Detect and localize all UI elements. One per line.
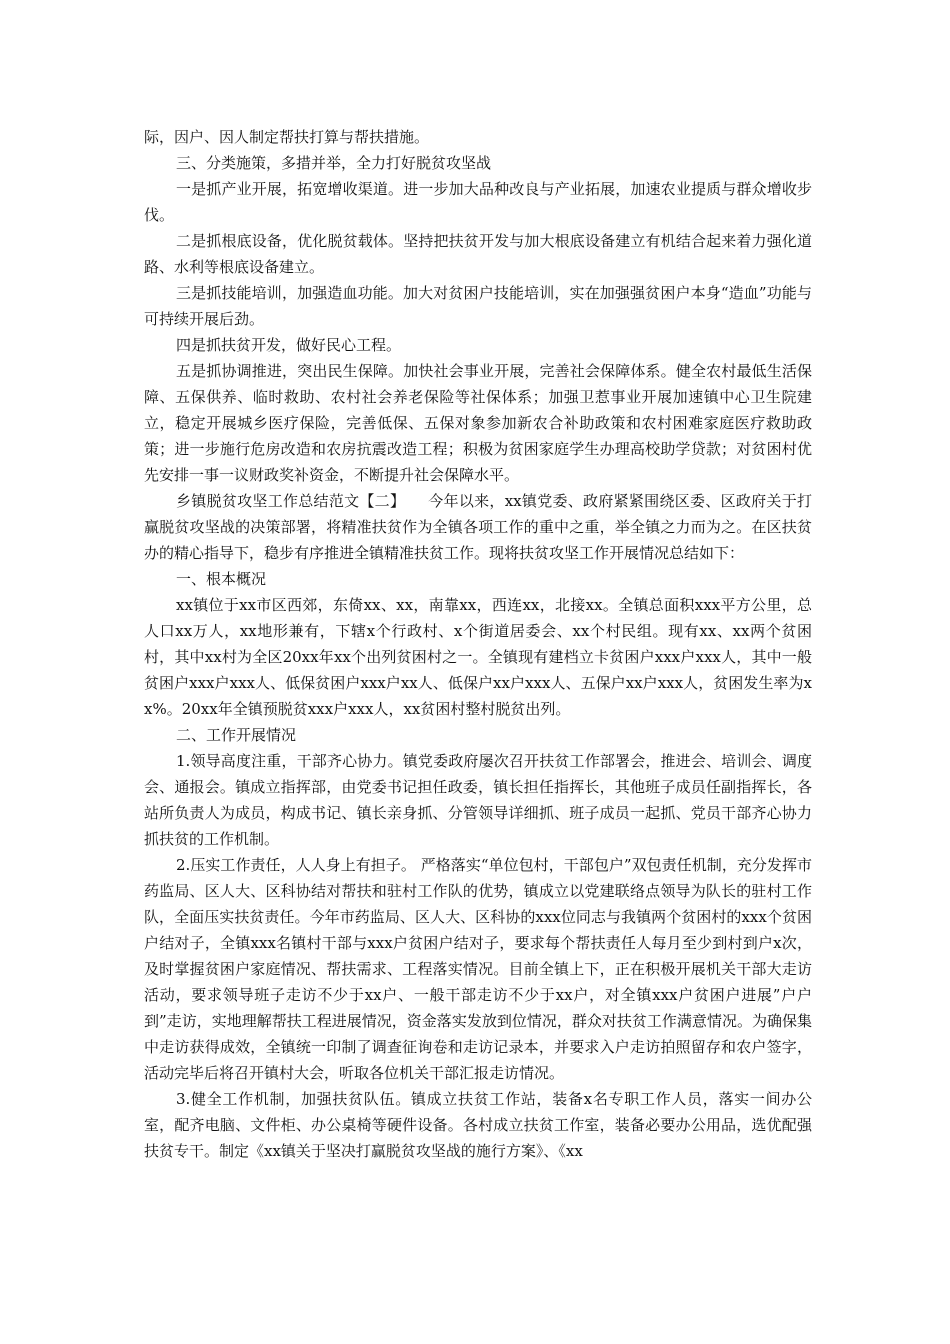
section-heading: 三、分类施策，多措并举，全力打好脱贫攻坚战	[176, 154, 492, 172]
paragraph: 2.压实工作责任，人人身上有担子。 严格落实“单位包村，干部包户”双包责任机制，充分发挥市药监局、区人大、区科协结对帮扶和驻村工作队的优势，镇成立以党建联络点领导为队长的驻村工作队，全面压实扶贫责任。今年市药监局、区人大、区科协的xxx位同志与我镇两个贫困村的xxx个贫困户结对子，全镇xxx名镇村干部与xxx户贫困户结对子，要求每个帮扶责任人每月至少到村到户x次，及时掌握贫困户家庭情况、帮扶需求、工程落实情况。目前全镇上下，正在积极开展机关干部大走访活动，要求领导班子走访不少于xx户、一般干部走访不少于xx户，对全镇xxx户贫困户进展”户户到”走访，实地理解帮扶工程进展情况，资金落实发放到位情况，群众对扶贫工作满意情况。为确保集中走访获得成效，全镇统一印制了调查征询卷和走访记录本，并要求入户走访拍照留存和农户签字，活动完毕后将召开镇村大会，听取各位机关干部汇报走访情况。	[144, 856, 812, 1082]
paragraph: 三是抓技能培训，加强造血功能。加大对贫困户技能培训，实在加强强贫困户本身“造血”功能与可持续开展后劲。	[144, 284, 812, 328]
paragraph: 五是抓协调推进，突出民生保障。加快社会事业开展，完善社会保障体系。健全农村最低生活保障、五保供养、临时救助、农村社会养老保险等社保体系；加强卫惹事业开展加速镇中心卫生院建立，稳定开展城乡医疗保险，完善低保、五保对象参加新农合补助政策和农村困难家庭医疗救助政策；进一步施行危房改造和农房抗震改造工程；积极为贫困家庭学生办理高校助学贷款；对贫困村优先安排一事一议财政奖补资金，不断提升社会保障水平。	[144, 362, 812, 484]
paragraph: 二是抓根底设备，优化脱贫载体。坚持把扶贫开发与加大根底设备建立有机结合起来着力强化道路、水利等根底设备建立。	[144, 232, 812, 276]
paragraph: 四是抓扶贫开发，做好民心工程。	[176, 336, 402, 354]
document-body	[144, 124, 812, 1164]
paragraph: 一是抓产业开展，拓宽增收渠道。进一步加大品种改良与产业拓展，加速农业提质与群众增收步伐。	[144, 180, 812, 224]
section-heading: 一、根本概况	[176, 570, 267, 588]
section-heading: 二、工作开展情况	[176, 726, 297, 744]
paragraph: xx镇位于xx市区西郊，东倚xx、xx，南靠xx，西连xx，北接xx。全镇总面积xxx平方公里，总人口xx万人，xx地形兼有，下辖x个行政村、x个街道居委会、xx个村民组。现有xx、xx两个贫困村，其中xx村为全区20xx年xx个出列贫困村之一。全镇现有建档立卡贫困户xxx户xxx人，其中一般贫困户xxx户xxx人、低保贫困户xxx户xx人、低保户xx户xxx人、五保户xx户xxx人，贫困发生率为xx%。20xx年全镇预脱贫xxx户xxx人，xx贫困村整村脱贫出列。	[144, 596, 812, 718]
paragraph: 乡镇脱贫攻坚工作总结范文【二】 今年以来，xx镇党委、政府紧紧围绕区委、区政府关于打赢脱贫攻坚战的决策部署，将精准扶贫作为全镇各项工作的重中之重，举全镇之力而为之。在区扶贫办的精心指导下，稳步有序推进全镇精准扶贫工作。现将扶贫攻坚工作开展情况总结如下：	[144, 492, 812, 562]
paragraph: 际，因户、因人制定帮扶打算与帮扶措施。	[144, 128, 430, 146]
paragraph: 3.健全工作机制，加强扶贫队伍。镇成立扶贫工作站，装备x名专职工作人员，落实一间办公室，配齐电脑、文件柜、办公桌椅等硬件设备。各村成立扶贫工作室，装备必要办公用品，选优配强扶贫专干。制定《xx镇关于坚决打赢脱贫攻坚战的施行方案》、《xx	[144, 1090, 812, 1160]
paragraph: 1.领导高度注重，干部齐心协力。镇党委政府屡次召开扶贫工作部署会，推进会、培训会、调度会、通报会。镇成立指挥部，由党委书记担任政委，镇长担任指挥长，其他班子成员任副指挥长，各站所负责人为成员，构成书记、镇长亲身抓、分管领导详细抓、班子成员一起抓、党员干部齐心协力抓扶贫的工作机制。	[144, 752, 812, 848]
